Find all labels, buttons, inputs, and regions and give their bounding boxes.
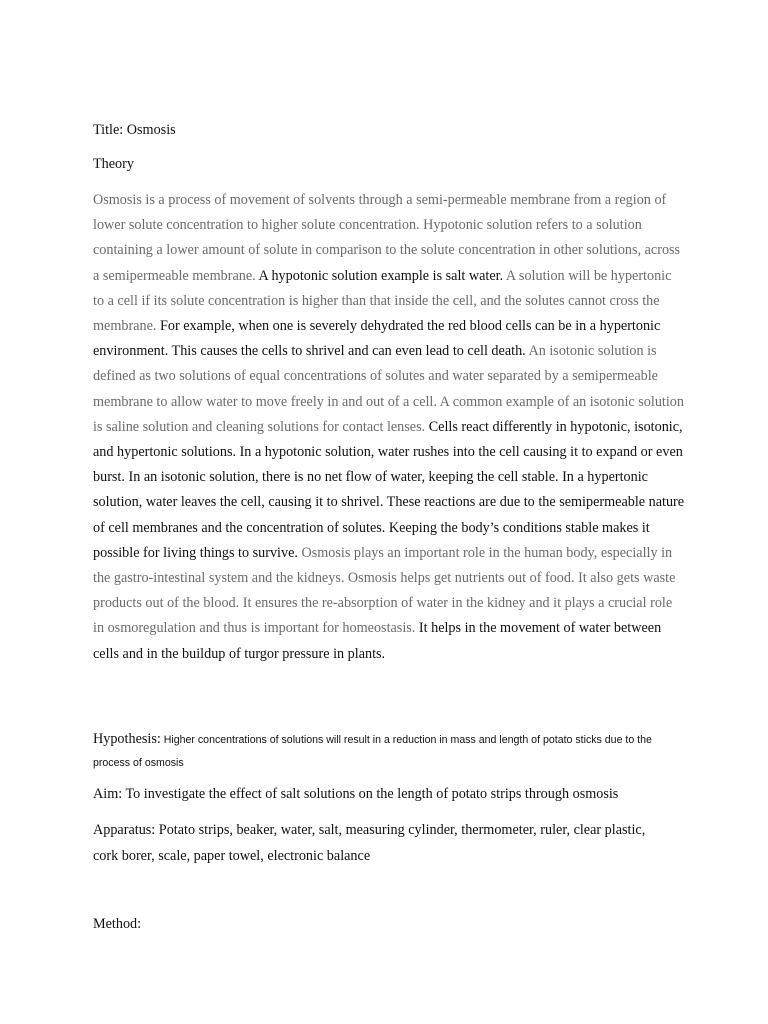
- theory-sentence: Osmosis is a process of movement of solvents through a semi-permeable membrane from a region of lower solute concentration to higher solute concentration. Hypotonic solution refers to a solution containing a lower amount of solute in comparison to the solute concentration in other solutions, across a semipermeable membrane.: [93, 192, 681, 284]
- theory-paragraph: [93, 188, 685, 667]
- hypothesis-text: Higher concentrations of solutions will result in a reduction in mass and length of potato sticks due to the process of osmosis: [93, 734, 652, 769]
- theory-sentence: Cells react differently in hypotonic, isotonic, and hypertonic solutions. In a hypotonic solution, water rushes into the cell causing it to expand or even burst. In an isotonic solution, there is no net flow of water, keeping the cell stable. In a hypertonic solution, water leaves the cell, causing it to shrivel. These reactions are due to the semipermeable nature of cell membranes and the concentration of solutes. Keeping the body’s conditions stable makes it possible for living things to survive.: [93, 418, 685, 561]
- theory-sentence: A solution will be hypertonic to a cell if its solute concentration is higher than that inside the cell, and the solutes cannot cross the membrane.: [93, 267, 672, 335]
- theory-sentence: An isotonic solution is defined as two solutions of equal concentrations of solutes and water separated by a semipermeable membrane to allow water to move freely in and out of a cell. A common example of an isotonic solution is saline solution and cleaning solutions for contact lenses.: [93, 343, 684, 435]
- theory-sentence: For example, when one is severely dehydrated the red blood cells can be in a hypertonic environment. This causes the cells to shrivel and can even lead to cell death.: [93, 318, 661, 360]
- apparatus-paragraph: Apparatus: Potato strips, beaker, water, salt, measuring cylinder, thermometer, ruler, clear plastic, cork borer, scale, paper towel, electronic balance: [93, 822, 646, 864]
- theory-sentence: It helps in the movement of water between cells and in the buildup of turgor pressure in plants.: [93, 620, 662, 662]
- theory-sentence: Osmosis plays an important role in the human body, especially in the gastro-intestinal system and the kidneys. Osmosis helps get nutrients out of food. It also gets waste products out of the blood. It ensures the re-absorption of water in the kidney and it plays a crucial role in osmoregulation and thus is important for homeostasis.: [93, 544, 676, 637]
- aim-paragraph: Aim: To investigate the effect of salt solutions on the length of potato strips through osmosis: [93, 786, 619, 802]
- method-heading: Method:: [93, 916, 142, 932]
- hypothesis-label: Hypothesis:: [93, 731, 161, 747]
- theory-heading: Theory: [93, 156, 134, 172]
- hypothesis-paragraph: [93, 728, 683, 774]
- document-title: Title: Osmosis: [93, 122, 176, 138]
- theory-sentence: A hypotonic solution example is salt water.: [255, 267, 504, 284]
